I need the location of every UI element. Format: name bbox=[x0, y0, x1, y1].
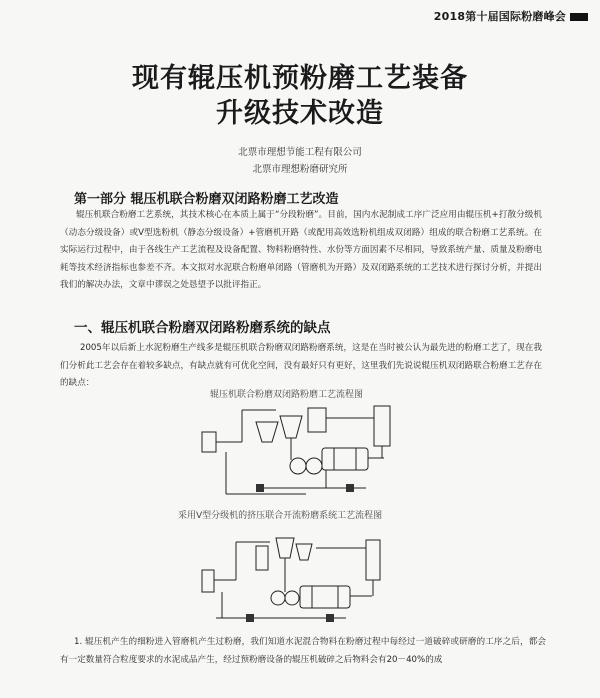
section1-paragraph: 2005年以后新上水泥粉磨生产线多是辊压机联合粉磨双闭路粉磨系统，这是在当时被公认为最先进的粉磨工艺了，现在我们分析此工艺会存在着较多缺点，有缺点就有可优化空间，没有最好只有更好，这里我们先说说辊压机双闭路联合粉磨工艺存在的缺点： bbox=[60, 343, 542, 389]
part1-paragraph: 辊压机联合粉磨工艺系统，其技术核心在本质上属于“分段粉磨”。目前，国内水泥制成工序广泛应用由辊压机+打散分级机（动态分级设备）或V型选粉机（静态分级设备）+管磨机开路（或配用高效选粉机组成双闭路）组成的联合粉磨工艺系统。在实际运行过程中，由于各线生产工艺流程及设备配置、物料粉磨特性、水份等方面因素不尽相同，导致系统产量、质量及粉磨电耗等技术经济指标也参差不齐。本文拟对水泥联合粉磨单闭路（管磨机为开路）及双闭路系统的工艺技术进行探讨分析，并提出我们的解决办法，文章中谬误之处恳望予以批评指正。 bbox=[60, 210, 542, 291]
author-organization-2: 北票市理想粉磨研究所 bbox=[252, 164, 348, 175]
header-bar bbox=[570, 13, 588, 21]
part1-heading: 第一部分 辊压机联合粉磨双闭路粉磨工艺改造 bbox=[74, 192, 339, 207]
article-title-line1: 现有辊压机预粉磨工艺装备 bbox=[132, 63, 468, 94]
figure2-caption: 采用V型分级机的挤压联合开流粉磨系统工艺流程图 bbox=[178, 511, 383, 521]
figure1-caption: 辊压机联合粉磨双闭路粉磨工艺流程图 bbox=[210, 390, 364, 400]
section1-heading: 一、辊压机联合粉磨双闭路粉磨系统的缺点 bbox=[74, 320, 331, 336]
article-title-line2: 升级技术改造 bbox=[216, 98, 384, 129]
author-organization-1: 北票市理想节能工程有限公司 bbox=[238, 147, 362, 158]
conference-tag: 2018第十届国际粉磨峰会 bbox=[434, 8, 588, 24]
figure1-process-diagram bbox=[196, 398, 398, 502]
figure2-process-diagram bbox=[196, 520, 398, 626]
point1-paragraph: 1. 辊压机产生的细粉进入管磨机产生过粉磨，我们知道水泥混合物料在粉磨过程中每经过一道破碎或研磨的工序之后，都会有一定数量符合粒度要求的水泥成品产生，经过预粉磨设备的辊压机破碎之后物料会有20－40%的成 bbox=[60, 637, 546, 665]
